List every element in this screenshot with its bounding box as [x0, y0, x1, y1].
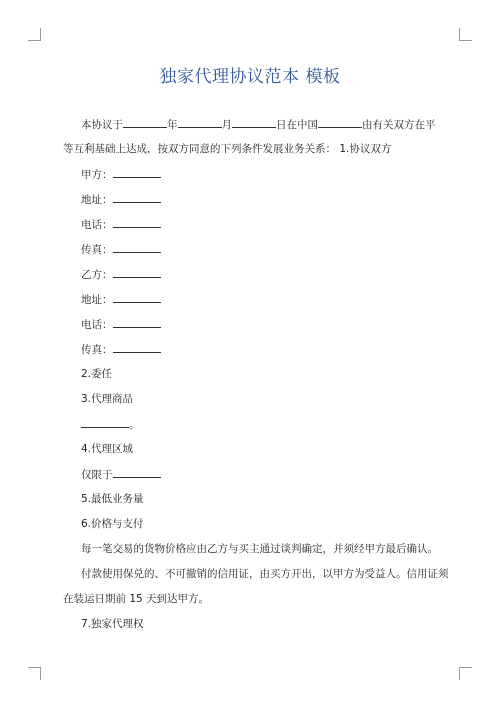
field-label: 地址：: [81, 194, 113, 206]
intro-text: 年: [167, 119, 178, 131]
section-4-heading: 4.代理区域: [81, 443, 134, 455]
section-7-heading: 7.独家代理权: [81, 618, 144, 630]
day-blank: [232, 117, 276, 128]
intro-line-2: 等互利基础上达成，按双方同意的下列条件发展业务关系： 1.协议双方: [63, 143, 392, 155]
field-blank: [113, 267, 161, 278]
field-label: 电话：: [81, 319, 113, 331]
section-3-heading: 3.代理商品: [81, 393, 134, 405]
field-blank: [113, 342, 161, 353]
section-6-heading: 6.价格与支付: [81, 518, 144, 530]
intro-text: 由有关双方在平: [362, 119, 436, 131]
party-a-address-field: [81, 192, 161, 207]
month-blank: [178, 117, 222, 128]
party-b-address-field: [81, 292, 161, 307]
field-blank: [113, 242, 161, 253]
party-b-name-field: [81, 267, 161, 282]
party-a-phone-field: [81, 217, 161, 232]
intro-text: 月: [221, 119, 232, 131]
field-blank: [113, 167, 161, 178]
section-6-paragraph-1: 每一笔交易的货物价格应由乙方与买主通过谈判确定，并须经甲方最后确认。: [81, 543, 438, 555]
field-label: 仅限于: [81, 469, 113, 481]
period-mark: 。: [129, 419, 140, 431]
field-label: 乙方：: [81, 269, 113, 281]
field-blank: [113, 292, 161, 303]
field-label: 地址：: [81, 294, 113, 306]
field-blank: [113, 317, 161, 328]
field-label: 传真：: [81, 244, 113, 256]
place-blank: [318, 117, 362, 128]
party-a-fax-field: [81, 242, 161, 257]
section-6-paragraph-2: 付款使用保兑的、不可撤销的信用证，由买方开出，以甲方为受益人。信用证须: [81, 568, 449, 580]
field-blank: [81, 417, 129, 428]
field-label: 传真：: [81, 344, 113, 356]
field-blank: [113, 217, 161, 228]
party-b-phone-field: [81, 317, 161, 332]
section-5-heading: 5.最低业务量: [81, 493, 144, 505]
intro-text: 日在中国: [276, 119, 318, 131]
party-a-name-field: [81, 167, 161, 182]
section-3-blank-line: [81, 417, 140, 432]
field-label: 甲方：: [81, 169, 113, 181]
field-blank: [113, 192, 161, 203]
crop-mark-bottom-left: [28, 667, 41, 680]
year-blank: [123, 117, 167, 128]
section-4-limit-field: [81, 467, 161, 482]
field-label: 电话：: [81, 219, 113, 231]
crop-mark-top-left: [28, 28, 41, 41]
section-2-heading: 2.委任: [81, 368, 113, 380]
section-6-paragraph-2-continued: 在装运日期前 15 天到达甲方。: [63, 593, 210, 605]
intro-line-1: [81, 117, 436, 132]
field-blank: [113, 467, 161, 478]
intro-text: 本协议于: [81, 119, 123, 131]
document-title: 独家代理协议范本 模板: [159, 67, 341, 87]
crop-mark-bottom-right: [459, 667, 472, 680]
party-b-fax-field: [81, 342, 161, 357]
crop-mark-top-right: [459, 28, 472, 41]
